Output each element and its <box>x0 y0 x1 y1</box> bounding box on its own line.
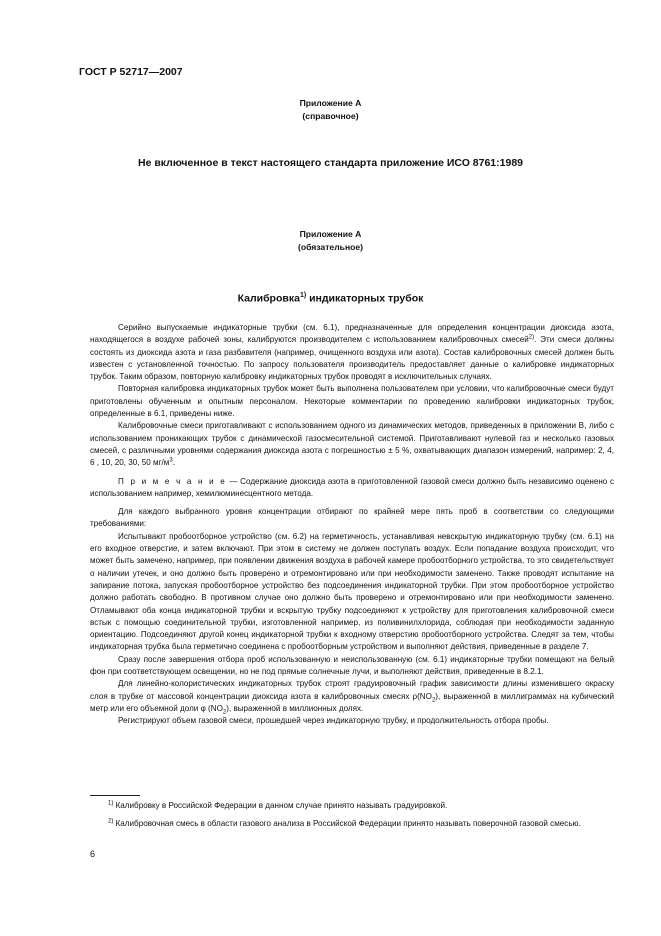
paragraph-4: Для каждого выбранного уровня концентрации отбирают по крайней мере пять проб в соответствии со следующими требованиями: <box>90 507 614 529</box>
subscript-2b: 2 <box>222 709 227 716</box>
footnote-2-mark: 2) <box>108 818 114 825</box>
footnote-1-mark: 1) <box>108 800 114 807</box>
annex-a-reference-heading <box>0 97 661 123</box>
paragraph-3-text: Калибровочные смеси приготавливают с использованием одного из динамических методов, приведенных в приложении В, либо с использованием проникающих трубок с динамической газосмесительной системой. Приготавливают нулевой газ и несколько газовых смесей, с различными уровнями содержания диоксида азота с погрешностью ± 5 %, охватывающих диапазон измерений, например: 2, 4, 6 , 10, 20, 30, 50 мг/м <box>90 421 614 468</box>
paragraph-1-text: Серийно выпускаемые индикаторные трубки (см. 6.1), предназначенные для определения концентрации диоксида азота, находящегося в воздухе рабочей зоны, калибруются производителем с использованием калибровочных смесей <box>90 323 614 345</box>
paragraph-5: Испытывают пробоотборное устройство (см. 6.2) на герметичность, устанавливая невскрытую индикаторную трубку (см. 6.1) на его входное отверстие, и затем включают. При этом в систему не должен поступать воздух. Если попадание воздуха происходит, что может быть замечено, например, при появлении движения воздуха в рабочей камере пробоотборного устройства, то это свидетельствует о наличии утечек, и оно должно быть проверено и отремонтировано или при необходимости заменено. Также проводят испытание на запирание потока, запуская пробоотборное устройство без подсоединения индикаторной трубки. При этом пробоотборное устройство должно работать свободно. В противном случае оно должно быть проверено и отремонтировано или при необходимости заменено. Отламывают оба конца индикаторной трубки и вскрытую трубку подсоединяют к устройству для приготовления калибровочной смеси встык с помощью соединительной трубки, изготовленной например, из поливинилхлорида, соблюдая при необходимости заданную ориентацию. Подсоединяют другой конец индикаторной трубки к входному отверстию пробоотборного устройства. Следят за тем, чтобы индикаторная трубка была герметично соединена с пробоотборным устройством и выполняют действия, приведенные в разделе 7. <box>90 531 614 652</box>
footnote-1 <box>90 800 614 812</box>
section-title <box>0 292 661 305</box>
paragraph-8: Регистрируют объем газовой смеси, прошедшей через индикаторную трубку, и продолжительность отбора пробы. <box>118 716 549 726</box>
page-number: 6 <box>90 849 96 859</box>
footnote-1-text: Калибровку в Российской Федерации в данном случае принято называть градуировкой. <box>113 801 448 810</box>
footnote-2 <box>90 818 614 830</box>
paragraph-7-text-mid: ), выраженной в миллиграммах на кубический метр или его объемной доли φ (NO <box>90 691 614 713</box>
footnote-ref-2: 2) <box>528 334 535 341</box>
body-text <box>90 322 614 728</box>
paragraph-7-text-end: ), выраженной в миллионных долях. <box>226 703 364 713</box>
note-text: — Содержание диоксида азота в приготовленной газовой смеси должно быть независимо оценено с использованием например, хемилюминесцентного метода. <box>90 476 614 498</box>
paragraph-2: Повторная калибровка индикаторных трубок может быть выполнена пользователем при условии, что калибровочные смеси будут приготовлены обученным и опытным персоналом. Некоторые комментарии по проведению калибровки индикаторных трубок, определенные в 6.1, приведены ниже. <box>90 384 614 419</box>
footnote-ref-1: 1) <box>299 292 307 299</box>
paragraph-7 <box>90 678 614 715</box>
paragraph-7-text: Для линейно-колористических индикаторных трубок строят градуировочный график зависимости длины изменившего окраску слоя в трубке от массовой концентрации диоксида азота в калибровочных смесях ρ(NO <box>90 679 614 701</box>
paragraph-1 <box>90 322 614 383</box>
annex-a-status: (справочное) <box>302 111 359 121</box>
not-included-annex-heading: Не включенное в текст настоящего стандарта приложение ИСО 8761:1989 <box>138 157 523 169</box>
paragraph-3-end: . <box>172 458 175 468</box>
annex-a-title-normative: Приложение А <box>299 229 362 239</box>
section-title-text-end: индикаторных трубок <box>306 292 424 305</box>
subscript-2: 2 <box>431 697 436 704</box>
note-label: П р и м е ч а н и е <box>118 476 227 486</box>
annex-a-normative-heading <box>0 228 661 254</box>
annex-a-status-normative: (обязательное) <box>297 242 364 252</box>
footnote-divider <box>90 795 140 796</box>
paragraph-6: Сразу после завершения отбора проб использованную и неиспользованную (см. 6.1) индикаторные трубки помещают на белый фон при соответствующем освещении, но не под прямые солнечные лучи, и выполняют действия, приведенные в 8.2.1. <box>90 654 614 677</box>
footnote-2-text: Калибровочная смесь в области газового анализа в Российской Федерации принято называть поверочной газовой смесью. <box>113 819 581 828</box>
paragraph-1-text-end: . Эти смеси должны состоять из диоксида азота и газа разбавителя (например, очищенного воздуха или азота). Состав калибровочных смесей должен быть известен с установленной точностью. По запросу пользователя производитель предоставляет данные о калибровке индикаторных трубок. Таким образом, повторную калибровку индикаторных трубок проводят в исключительных случаях. <box>90 335 614 382</box>
section-title-text: Калибровка <box>237 292 300 305</box>
paragraph-3 <box>90 420 614 469</box>
annex-a-title: Приложение А <box>299 98 362 108</box>
standard-header: ГОСТ Р 52717—2007 <box>79 66 183 78</box>
unit-exponent: 3 <box>169 457 173 464</box>
note <box>90 476 614 501</box>
